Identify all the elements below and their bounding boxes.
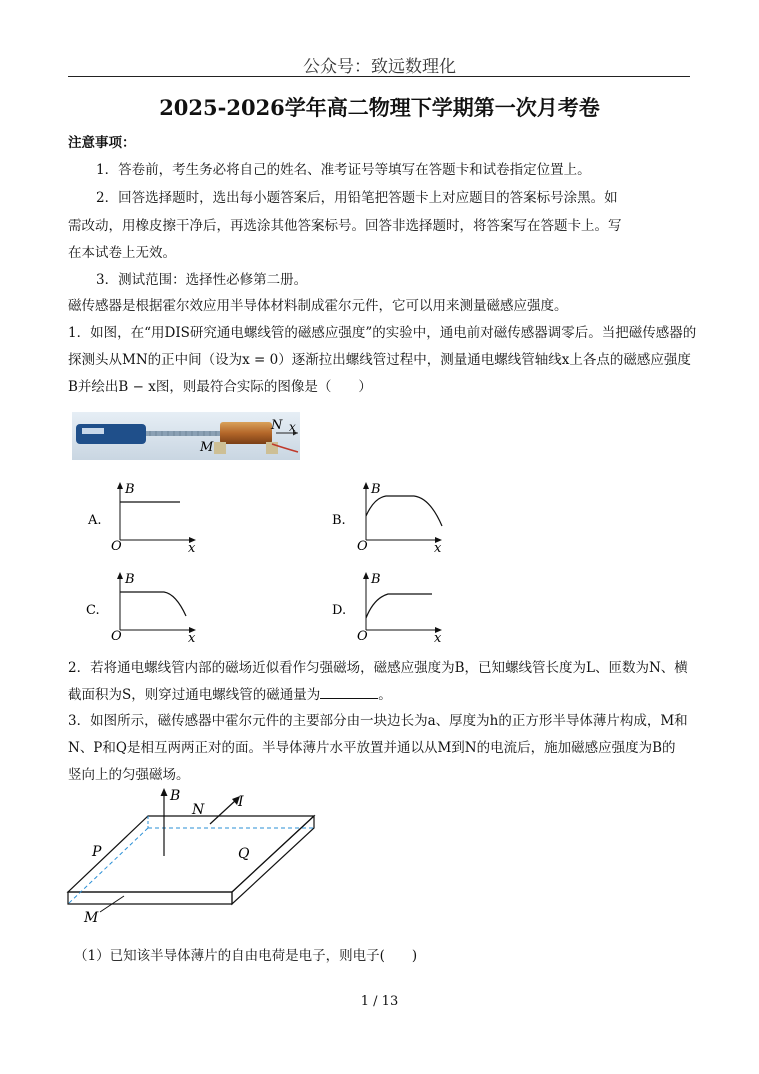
notice-item-2: 2．回答选择题时，选出每小题答案后，用铅笔把答题卡上对应题目的答案标号涂黑。如: [96, 190, 618, 206]
q3-sub-1: （1）已知该半导体薄片的自由电荷是电子，则电子( ): [74, 948, 418, 964]
option-a-y-axis: B: [125, 482, 135, 497]
option-d-x-axis: x: [434, 631, 442, 644]
q2-line-1: 2．若将通电螺线管内部的磁场近似看作匀强磁场，磁感应强度为B，已知螺线管长度为L、匝数为N、横: [68, 660, 688, 676]
option-b-label: B.: [332, 513, 346, 528]
notice-item-3: 3．测试范围：选择性必修第二册。: [96, 272, 308, 288]
option-a-label: A.: [88, 513, 102, 528]
q3-line-1: 3．如图所示，磁传感器中霍尔元件的主要部分由一块边长为a、厚度为h的正方形半导体薄片构成，M和: [68, 713, 688, 729]
intro-text: 磁传感器是根据霍尔效应用半导体材料制成霍尔元件，它可以用来测量磁感应强度。: [68, 298, 568, 314]
option-d-curve: [366, 594, 432, 618]
solenoid-coil: [220, 422, 272, 444]
option-c-x-axis: x: [188, 631, 196, 644]
q1-line-2: 探测头从MN的正中间（设为x = 0）逐渐拉出螺线管过程中，测量通电螺线管轴线x上各点的磁感应强度: [68, 352, 691, 368]
q2-line-2-end: 。: [378, 687, 392, 703]
q2-line-2-text: 截面积为S，则穿过通电螺线管的磁通量为: [68, 687, 321, 703]
fig-label-b: B: [170, 788, 181, 804]
notice-heading: 注意事项：: [68, 135, 136, 151]
option-a-origin: O: [111, 539, 122, 554]
option-b-x-axis: x: [434, 541, 442, 554]
exam-title: 2025-2026学年高二物理下学期第一次月考卷: [159, 95, 600, 120]
option-d-origin: O: [357, 629, 368, 644]
option-c-label: C.: [86, 603, 100, 618]
q2-line-2: [68, 686, 392, 704]
fig-label-i: I: [238, 794, 244, 810]
notice-item-2-end: 在本试卷上无效。: [68, 245, 176, 261]
q1-line-3: B并绘出B − x图，则最符合实际的图像是（ ）: [68, 379, 372, 395]
notice-item-2-cont: 需改动，用橡皮擦干净后，再选涂其他答案标号。回答非选择题时，将答案写在答题卡上。写: [68, 218, 622, 234]
fig-label-p: P: [92, 844, 102, 860]
option-b-curve: [366, 496, 442, 526]
q1-line-1: 1．如图，在“用DIS研究通电螺线管的磁感应强度”的实验中，通电前对磁传感器调零后。当把磁传感器的: [68, 325, 697, 341]
q3-line-3: 竖向上的匀强磁场。: [68, 767, 190, 783]
photo-label-n: N: [271, 418, 283, 433]
page-number: 1 / 13: [360, 994, 399, 1009]
option-c-curve: [120, 592, 186, 616]
page-header-source: 公众号：致远数理化: [303, 57, 456, 77]
option-b-origin: O: [357, 539, 368, 554]
option-c-graph[interactable]: [80, 568, 210, 644]
q1-apparatus-photo: [72, 412, 300, 460]
option-d-graph[interactable]: [326, 568, 456, 644]
fig-label-q: Q: [238, 846, 250, 862]
header-rule: [68, 76, 690, 77]
fig-label-m: M: [84, 910, 99, 926]
photo-label-m: M: [200, 440, 214, 455]
notice-item-1: 1．答卷前，考生务必将自己的姓名、准考证号等填写在答题卡和试卷指定位置上。: [96, 162, 591, 178]
option-d-y-axis: B: [371, 572, 381, 587]
option-d-label: D.: [332, 603, 347, 618]
q3-hall-element-figure: [60, 784, 330, 930]
option-b-graph[interactable]: [326, 478, 456, 554]
fig-label-n: N: [192, 802, 205, 818]
option-c-origin: O: [111, 629, 122, 644]
option-a-x-axis: x: [188, 541, 196, 554]
option-c-y-axis: B: [125, 572, 135, 587]
photo-label-x: x: [289, 420, 296, 434]
q3-line-2: N、P和Q是相互两两正对的面。半导体薄片水平放置并通以从M到N的电流后，施加磁感应强度为B的: [68, 740, 676, 756]
q2-answer-blank[interactable]: [320, 686, 378, 699]
option-a-graph[interactable]: [80, 478, 210, 554]
option-b-y-axis: B: [371, 482, 381, 497]
